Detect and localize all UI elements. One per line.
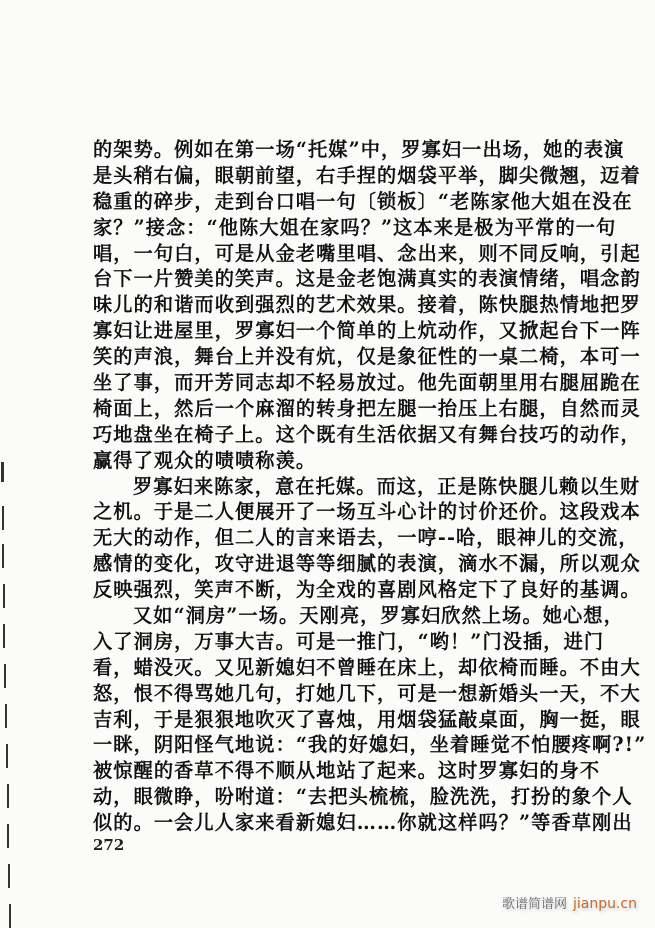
watermark-site-url: jianpu.cn xyxy=(572,896,637,912)
text-line: 寡妇让进屋里，罗寡妇一个简单的上炕动作，又掀起台下一阵 xyxy=(93,319,641,343)
text-line: 看，蜡没灭。又见新媳妇不曾睡在床上，却依椅而睡。不由大 xyxy=(93,655,641,679)
text-line: 无大的动作，但二人的言来语去，一哼--哈，眼神儿的交流， xyxy=(93,526,639,550)
text-line: 家？”接念：“他陈大姐在家吗？”这本来是极为平常的一句 xyxy=(93,215,617,239)
text-line: 台下一片赞美的笑声。这是金老饱满真实的表演情绪，唱念韵 xyxy=(93,267,641,291)
text-line: 巧地盘坐在椅子上。这个既有生活依据又有舞台技巧的动作， xyxy=(93,422,641,446)
text-line: 味儿的和谐而收到强烈的艺术效果。接着，陈快腿热情地把罗 xyxy=(93,293,641,317)
text-line: 怒，恨不得骂她几句，打她几下，可是一想新婚头一天，不大 xyxy=(93,681,641,705)
text-line: 椅面上，然后一个麻溜的转身把左腿一抬压上右腿，自然而灵 xyxy=(93,396,641,420)
text-line: 笑的声浪，舞台上并没有炕，仅是象征性的一桌二椅，本可一 xyxy=(93,345,641,369)
page-number: 272 xyxy=(93,836,125,854)
text-line: 唱，一句白，可是从金老嘴里唱、念出来，则不同反响，引起 xyxy=(93,241,641,265)
text-line: 感情的变化，攻守进退等等细腻的表演，滴水不漏，所以观众 xyxy=(93,552,641,576)
text-line: 吉利，于是狠狠地吹灭了喜烛，用烟袋猛敲桌面，胸一挺，眼 xyxy=(93,707,641,731)
text-line: 一眯，阴阳怪气地说：“我的好媳妇，坐着睡觉不怕腰疼啊?!” xyxy=(93,733,647,757)
text-line: 又如“洞房”一场。天刚亮，罗寡妇欣然上场。她心想， xyxy=(133,604,624,628)
text-line: 被惊醒的香草不得不顺从地站了起来。这时罗寡妇的身不 xyxy=(93,759,601,783)
watermark-site-name: 歌谱简谱网 xyxy=(501,897,567,912)
text-line: 之机。于是二人便展开了一场互斗心计的讨价还价。这段戏本 xyxy=(93,500,641,524)
text-line: 反映强烈，笑声不断，为全戏的喜剧风格定下了良好的基调。 xyxy=(93,578,641,602)
body-text xyxy=(93,137,647,836)
text-line: 的架势。例如在第一场“托媒”中，罗寡妇一出场，她的表演 xyxy=(93,138,625,161)
text-line: 入了洞房，万事大吉。可是一推门，“哟！”门没插，进门 xyxy=(93,629,605,653)
site-watermark xyxy=(502,893,637,912)
text-line: 动，眼微睁，吩咐道：“去把头梳梳，脸洗洗，打扮的象个人 xyxy=(93,785,633,809)
text-line: 坐了事，而开芳同志却不轻易放过。他先面朝里用右腿屈跪在 xyxy=(93,371,641,395)
text-line: 是头稍右偏，眼朝前望，右手捏的烟袋平举，脚尖微翘，迈着 xyxy=(93,163,641,187)
text-line: 赢得了观众的啧啧称羡。 xyxy=(93,448,317,472)
binding-margin-marks xyxy=(0,462,12,928)
text-line: 罗寡妇来陈家，意在托媒。而这，正是陈快腿儿赖以生财 xyxy=(133,474,641,498)
text-line: 稳重的碎步，走到台口唱一句〔锁板〕“老陈家他大姐在没在 xyxy=(93,189,633,213)
text-line: 似的。一会儿人家来看新媳妇……你就这样吗？”等香草刚出 xyxy=(93,811,633,835)
